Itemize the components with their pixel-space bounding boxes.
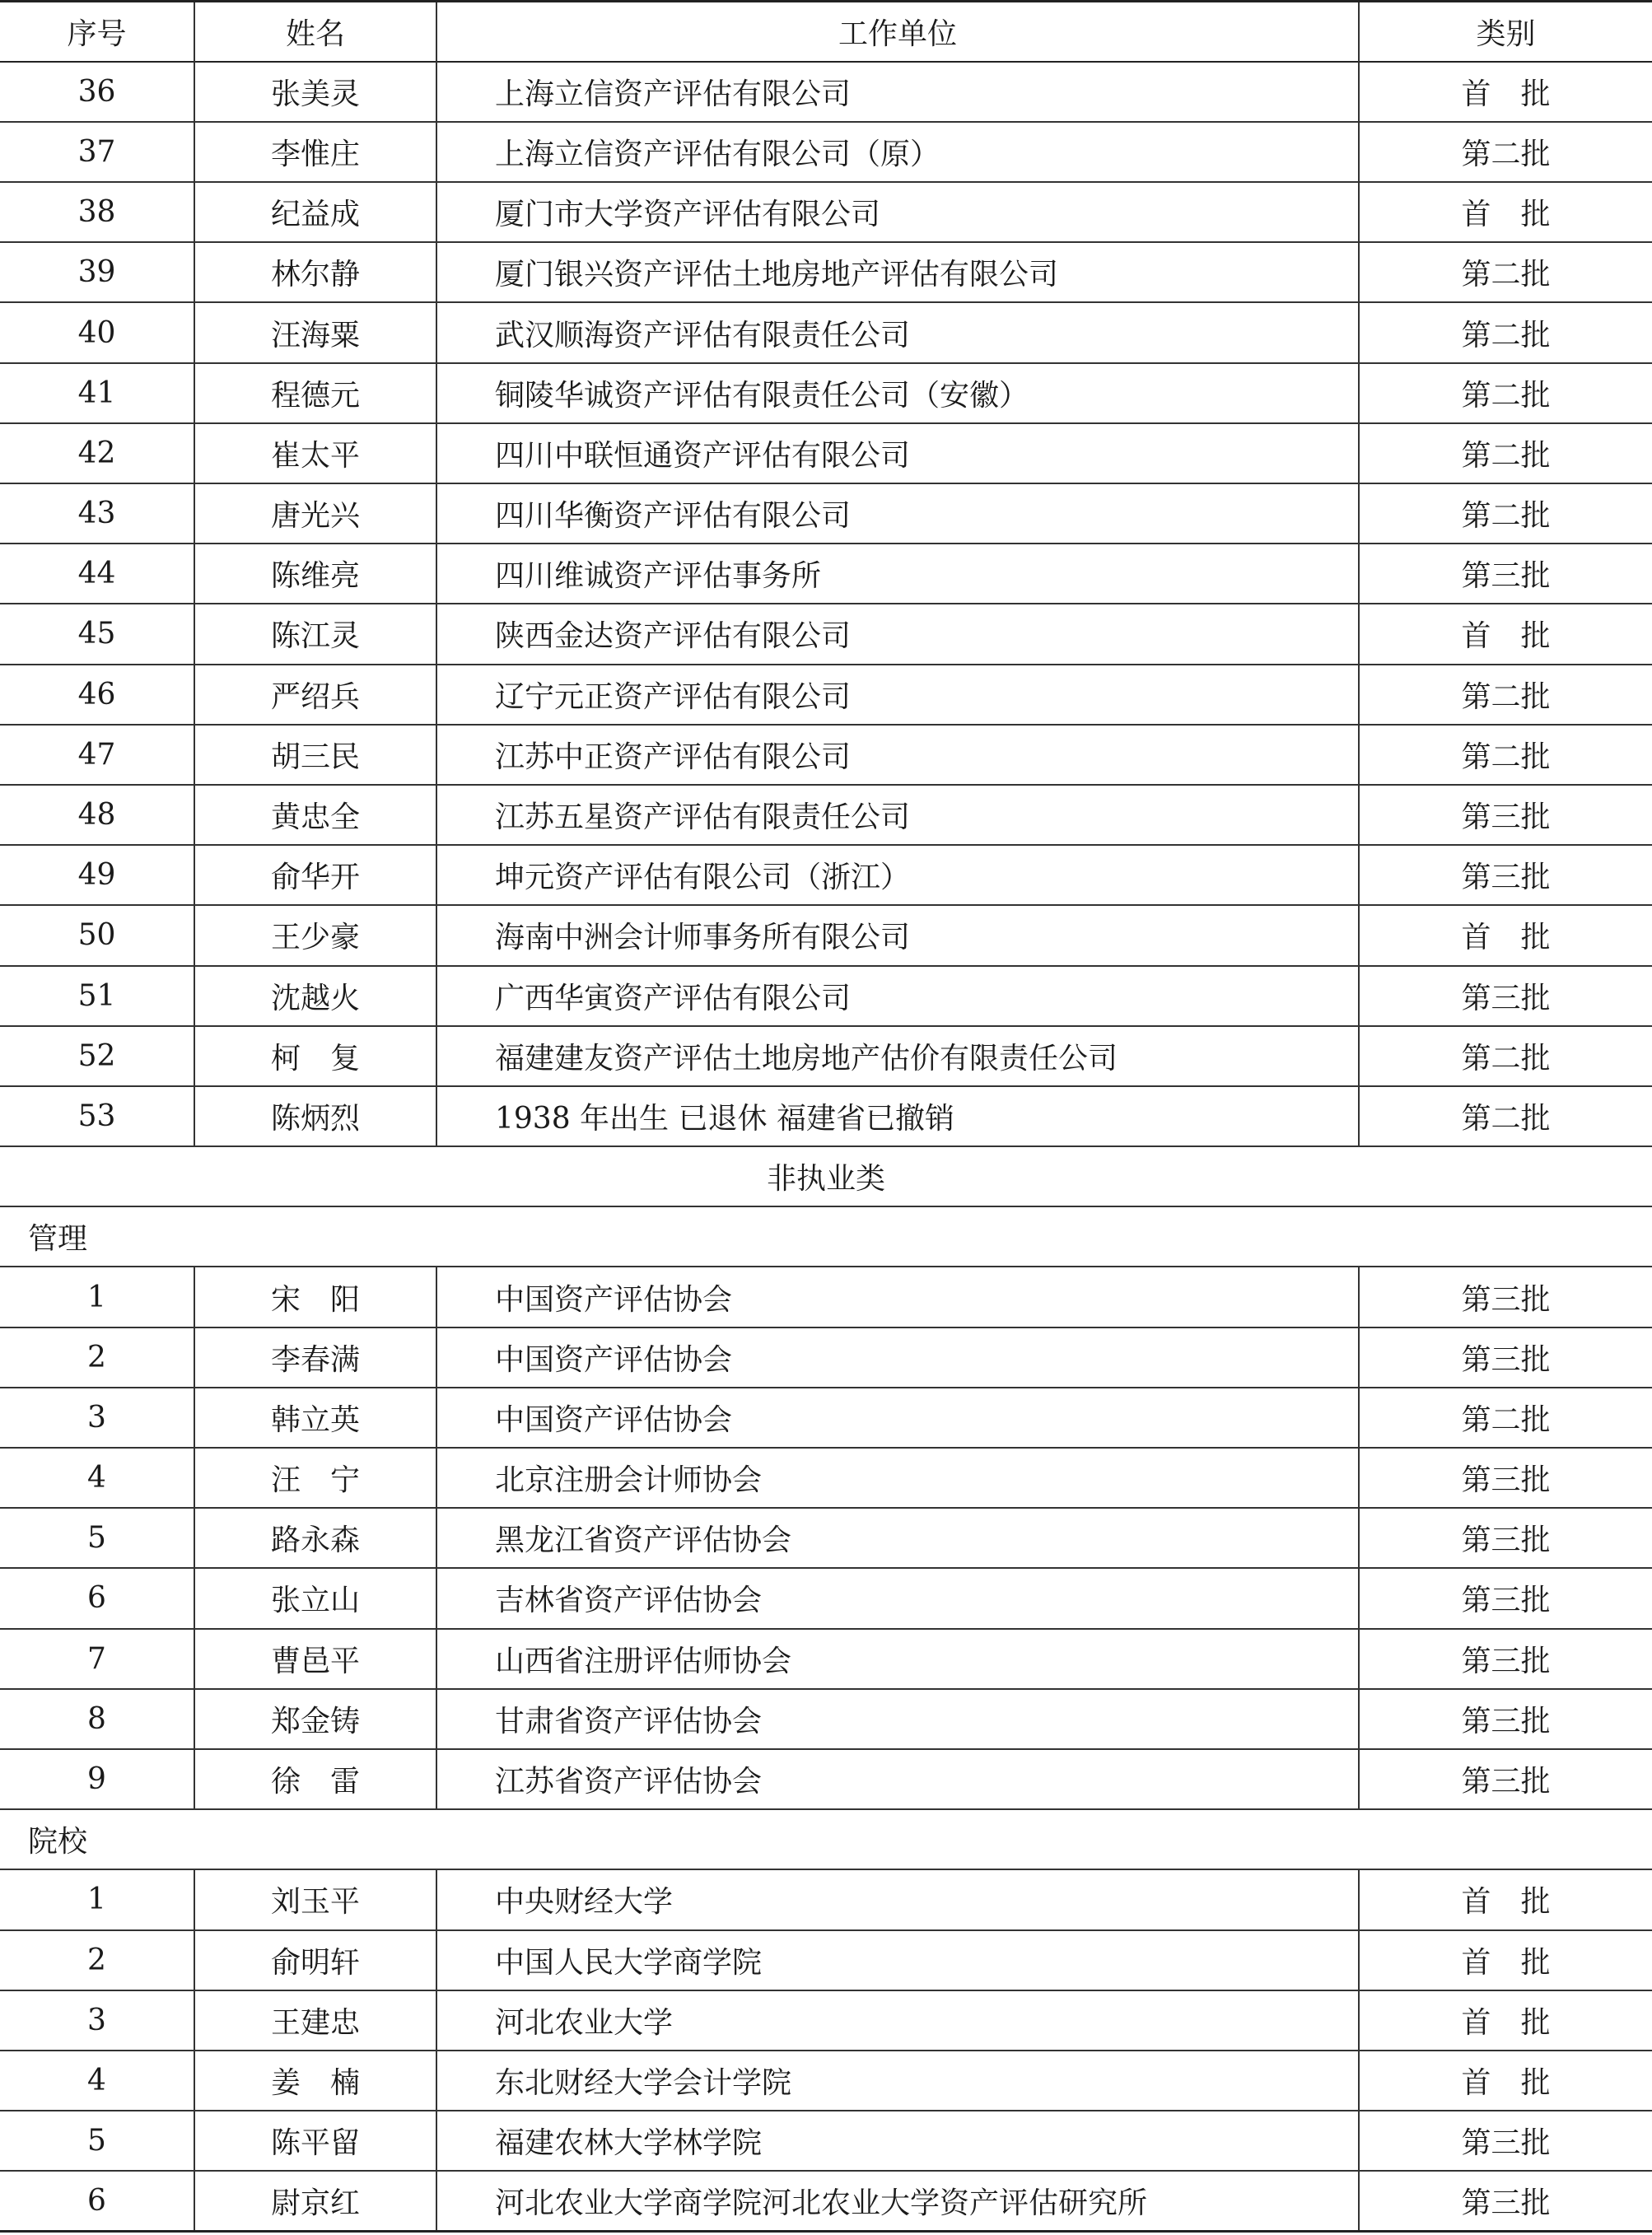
row-name: 俞明轩 [194,1930,436,1990]
table-row [0,2051,1652,2111]
table-row [0,1749,1652,1809]
row-organization: 河北农业大学商学院河北农业大学资产评估研究所 [436,2171,1359,2231]
row-number: 46 [0,665,194,725]
row-number: 8 [0,1689,194,1749]
row-number: 37 [0,122,194,182]
row-name: 陈平留 [194,2111,436,2171]
table-row [0,966,1652,1026]
row-number: 5 [0,2111,194,2171]
row-number: 52 [0,1026,194,1086]
row-number: 39 [0,242,194,302]
row-number: 38 [0,182,194,242]
row-number: 1 [0,1869,194,1929]
row-category: 第二批 [1461,679,1551,714]
row-name: 徐 雷 [194,1749,436,1809]
row-organization: 四川华衡资产评估有限公司 [436,483,1359,544]
row-category: 第二批 [1461,318,1551,352]
table-row [0,905,1652,965]
row-number: 50 [0,905,194,965]
row-number: 6 [0,2171,194,2231]
row-name: 尉京红 [194,2171,436,2231]
row-organization: 广西华寅资产评估有限公司 [436,966,1359,1026]
row-category: 第二批 [1461,740,1551,774]
row-category: 首 批 [1461,1945,1551,1980]
row-name: 柯 复 [194,1026,436,1086]
table-row [0,122,1652,182]
row-name: 陈炳烈 [194,1086,436,1146]
row-number: 49 [0,845,194,905]
row-name: 刘玉平 [194,1869,436,1929]
table-row [0,1508,1652,1568]
row-category: 第三批 [1461,1644,1551,1678]
table-row [0,1990,1652,2051]
row-organization: 吉林省资产评估协会 [436,1568,1359,1628]
row-number: 6 [0,1568,194,1628]
row-organization: 甘肃省资产评估协会 [436,1689,1359,1749]
row-category: 首 批 [1461,2065,1551,2100]
row-number: 3 [0,1990,194,2051]
table-row [0,62,1652,122]
row-number: 1 [0,1267,194,1327]
row-number: 43 [0,483,194,544]
row-name: 胡三民 [194,725,436,785]
table-row [0,1930,1652,1990]
row-organization: 江苏中正资产评估有限公司 [436,725,1359,785]
header-category: 类别 [1476,16,1536,51]
table-row [0,785,1652,845]
table-row [0,2171,1652,2231]
row-name: 林尔静 [194,242,436,302]
row-organization: 中国人民大学商学院 [436,1930,1359,1990]
row-name: 陈维亮 [194,544,436,604]
row-name: 郑金铸 [194,1689,436,1749]
row-organization: 中央财经大学 [436,1869,1359,1929]
group-title-schools-row [0,1809,1652,1869]
row-number: 4 [0,1448,194,1508]
table-row [0,1327,1652,1388]
row-organization: 海南中洲会计师事务所有限公司 [436,905,1359,965]
row-organization: 四川维诚资产评估事务所 [436,544,1359,604]
table-row [0,302,1652,362]
row-category: 第三批 [1461,1584,1551,1618]
row-category: 首 批 [1461,2005,1551,2040]
row-organization: 坤元资产评估有限公司（浙江） [436,845,1359,905]
row-organization: 中国资产评估协会 [436,1267,1359,1327]
row-organization: 上海立信资产评估有限公司（原） [436,122,1359,182]
row-category: 第三批 [1461,1704,1551,1738]
row-name: 唐光兴 [194,483,436,544]
row-organization: 中国资产评估协会 [436,1388,1359,1448]
row-organization: 辽宁元正资产评估有限公司 [436,665,1359,725]
row-category: 第二批 [1461,1402,1551,1437]
table-row [0,544,1652,604]
row-organization: 山西省注册评估师协会 [436,1629,1359,1689]
row-category: 第三批 [1461,2186,1551,2221]
row-organization: 东北财经大学会计学院 [436,2051,1359,2111]
row-name: 俞华开 [194,845,436,905]
row-category: 首 批 [1461,77,1551,111]
row-number: 9 [0,1749,194,1809]
table-row [0,1448,1652,1508]
row-category: 第二批 [1461,438,1551,473]
row-name: 宋 阳 [194,1267,436,1327]
row-name: 张立山 [194,1568,436,1628]
table-row [0,1568,1652,1628]
row-number: 3 [0,1388,194,1448]
row-category: 第三批 [1461,861,1551,895]
table-row [0,182,1652,242]
row-category: 第二批 [1461,499,1551,534]
row-number: 44 [0,544,194,604]
row-organization: 黑龙江省资产评估协会 [436,1508,1359,1568]
row-name: 沈越火 [194,966,436,1026]
row-number: 51 [0,966,194,1026]
row-number: 53 [0,1086,194,1146]
table-row [0,665,1652,725]
row-number: 7 [0,1629,194,1689]
row-organization: 福建建友资产评估土地房地产估价有限责任公司 [436,1026,1359,1086]
row-organization: 陕西金达资产评估有限公司 [436,604,1359,664]
row-name: 张美灵 [194,62,436,122]
table-row [0,845,1652,905]
row-organization: 四川中联恒通资产评估有限公司 [436,423,1359,483]
row-name: 王建忠 [194,1990,436,2051]
row-category: 第三批 [1461,1765,1551,1799]
row-name: 王少豪 [194,905,436,965]
row-category: 第三批 [1461,800,1551,835]
table-row [0,1026,1652,1086]
row-organization: 铜陵华诚资产评估有限责任公司（安徽） [436,363,1359,423]
row-category: 第二批 [1461,1101,1551,1136]
row-organization: 河北农业大学 [436,1990,1359,2051]
row-organization: 福建农林大学林学院 [436,2111,1359,2171]
row-organization: 北京注册会计师协会 [436,1448,1359,1508]
row-organization: 1938 年出生 已退休 福建省已撤销 [436,1086,1359,1146]
row-organization: 厦门银兴资产评估土地房地产评估有限公司 [436,242,1359,302]
row-category: 第三批 [1461,1523,1551,1558]
row-category: 第三批 [1461,1463,1551,1498]
section-title-row [0,1146,1652,1206]
table-row [0,1689,1652,1749]
table-row [0,725,1652,785]
row-category: 第三批 [1461,2126,1551,2161]
table-row [0,242,1652,302]
row-category: 第二批 [1461,378,1551,413]
group-title-management: 管理 [28,1222,88,1257]
row-number: 5 [0,1508,194,1568]
table-row [0,1629,1652,1689]
table-row [0,1388,1652,1448]
row-name: 黄忠全 [194,785,436,845]
row-category: 首 批 [1461,619,1551,654]
row-category: 第三批 [1461,1342,1551,1377]
row-category: 第二批 [1461,137,1551,171]
table-row [0,1869,1652,1929]
row-name: 李惟庄 [194,122,436,182]
row-name: 汪 宁 [194,1448,436,1508]
header-name: 姓名 [194,2,436,62]
row-number: 42 [0,423,194,483]
table-row [0,2111,1652,2171]
group-title-schools: 院校 [28,1825,88,1859]
row-category: 第三批 [1461,1282,1551,1317]
row-category: 第三批 [1461,981,1551,1015]
header-row [0,2,1652,62]
row-category: 第三批 [1461,559,1551,594]
row-name: 陈江灵 [194,604,436,664]
row-number: 48 [0,785,194,845]
row-organization: 江苏五星资产评估有限责任公司 [436,785,1359,845]
row-number: 2 [0,1327,194,1388]
row-name: 崔太平 [194,423,436,483]
row-category: 首 批 [1461,921,1551,955]
row-organization: 上海立信资产评估有限公司 [436,62,1359,122]
row-number: 2 [0,1930,194,1990]
row-category: 第二批 [1461,1041,1551,1076]
table-row [0,1086,1652,1146]
row-category: 首 批 [1461,198,1551,232]
row-name: 严绍兵 [194,665,436,725]
section-title: 非执业类 [766,1162,885,1197]
row-number: 41 [0,363,194,423]
row-name: 纪益成 [194,182,436,242]
row-name: 李春满 [194,1327,436,1388]
table-row [0,423,1652,483]
row-number: 4 [0,2051,194,2111]
row-organization: 中国资产评估协会 [436,1327,1359,1388]
group-title-management-row [0,1206,1652,1267]
row-category: 第二批 [1461,258,1551,292]
header-org: 工作单位 [436,2,1359,62]
row-name: 路永森 [194,1508,436,1568]
row-number: 36 [0,62,194,122]
row-organization: 厦门市大学资产评估有限公司 [436,182,1359,242]
row-name: 程德元 [194,363,436,423]
table-row [0,604,1652,664]
row-name: 汪海粟 [194,302,436,362]
row-name: 曹邑平 [194,1629,436,1689]
row-category: 首 批 [1461,1885,1551,1920]
table-row [0,363,1652,423]
row-number: 47 [0,725,194,785]
row-organization: 武汉顺海资产评估有限责任公司 [436,302,1359,362]
table-row [0,483,1652,544]
row-organization: 江苏省资产评估协会 [436,1749,1359,1809]
row-number: 40 [0,302,194,362]
row-number: 45 [0,604,194,664]
row-name: 韩立英 [194,1388,436,1448]
header-no: 序号 [0,2,194,62]
row-name: 姜 楠 [194,2051,436,2111]
table-row [0,1267,1652,1327]
